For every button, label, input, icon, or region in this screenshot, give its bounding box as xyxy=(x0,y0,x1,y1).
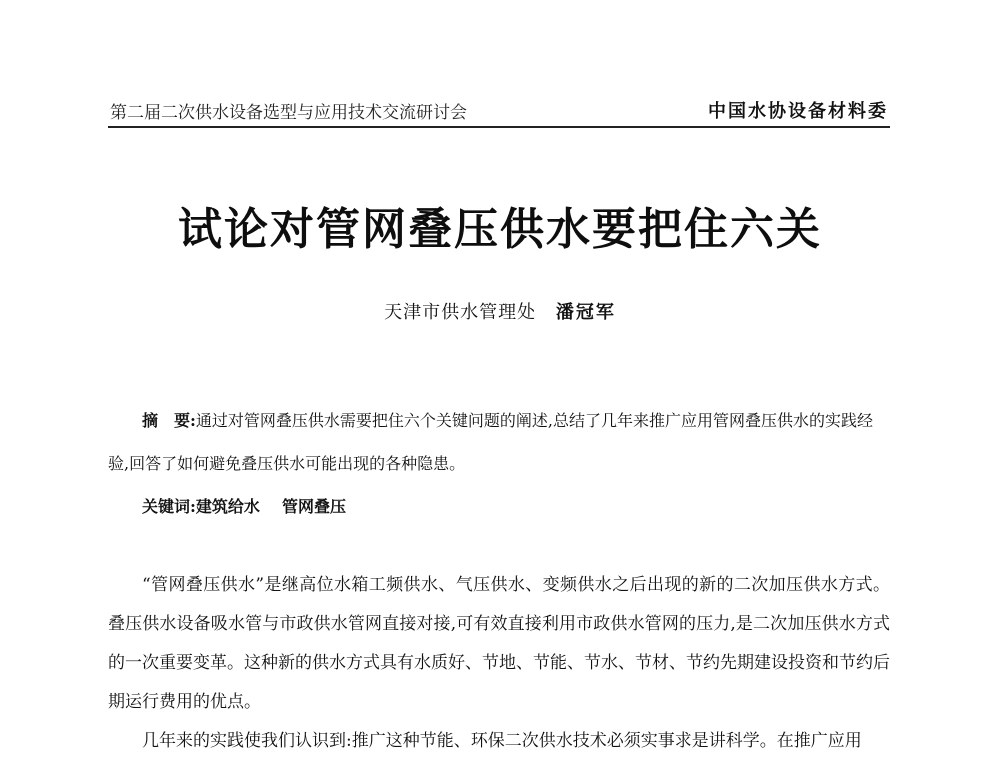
paper-title: 试论对管网叠压供水要把住六关 xyxy=(178,204,822,255)
author-organization: 天津市供水管理处 xyxy=(384,302,537,323)
running-header xyxy=(108,98,890,128)
author-name: 潘冠军 xyxy=(555,302,616,323)
abstract xyxy=(108,399,890,485)
keyword-item: 建筑给水 xyxy=(195,497,260,516)
committee-name: 中国水协设备材料委 xyxy=(708,101,888,122)
body-paragraph: 几年来的实践使我们认识到:推广这种节能、环保二次供水技术必须实事求是讲科学。在推广应用 xyxy=(142,731,862,751)
body-text xyxy=(108,566,890,761)
body-paragraph: “管网叠压供水”是继高位水箱工频供水、气压供水、变频供水之后出现的新的二次加压供水方式。叠压供水设备吸水管与市政供水管网直接对接,可有效直接利用市政供水管网的压力,是二次加压供水方式的一次重要变革。这种新的供水方式具有水质好、节地、节能、节水、节材、节约先期建设投资和节约后期运行费用的优点。 xyxy=(108,575,890,712)
keywords-label: 关键词: xyxy=(142,497,196,516)
abstract-label: 摘 要: xyxy=(142,411,196,430)
abstract-text: 通过对管网叠压供水需要把住六个关键问题的阐述,总结了几年来推广应用管网叠压供水的实践经验,回答了如何避免叠压供水可能出现的各种隐患。 xyxy=(108,411,874,473)
keyword-item: 管网叠压 xyxy=(281,497,346,516)
conference-name: 第二届二次供水设备选型与应用技术交流研讨会 xyxy=(110,103,467,123)
keywords xyxy=(142,494,368,517)
author-line xyxy=(0,298,1000,324)
